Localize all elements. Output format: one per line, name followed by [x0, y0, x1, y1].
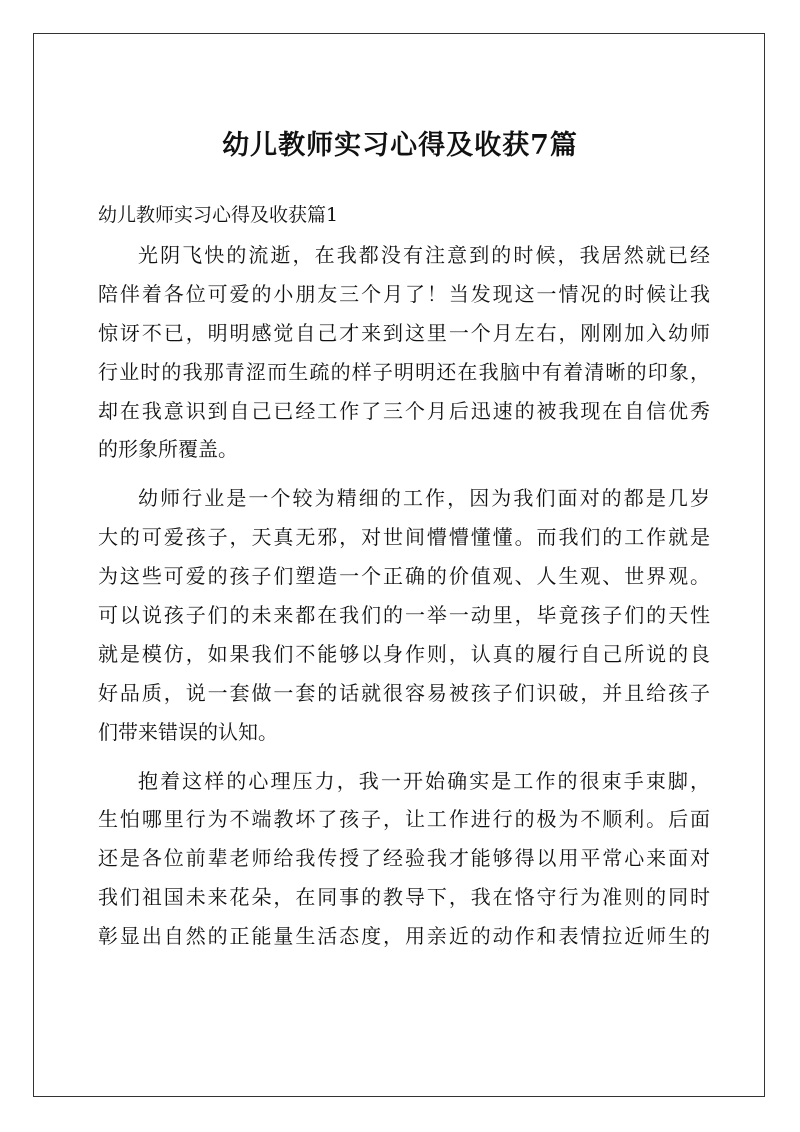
text-line: 抱着这样的心理压力，我一开始确实是工作的很束手束脚，	[138, 768, 710, 793]
text-line: 们带来错误的认知。	[98, 719, 278, 744]
text-line: 陪伴着各位可爱的小朋友三个月了！当发现这一情况的时候让我	[98, 281, 710, 306]
document-title: 幼儿教师实习心得及收获7篇	[222, 130, 578, 161]
document-body	[98, 236, 710, 966]
text-line: 还是各位前辈老师给我传授了经验我才能够得以用平常心来面对	[98, 846, 710, 871]
text-line: 幼师行业是一个较为精细的工作，因为我们面对的都是几岁	[138, 486, 710, 511]
text-line: 却在我意识到自己已经工作了三个月后迅速的被我现在自信优秀	[98, 398, 710, 423]
text-line: 生怕哪里行为不端教坏了孩子，让工作进行的极为不顺利。后面	[98, 807, 710, 832]
paragraph-3	[98, 762, 710, 956]
text-line: 好品质，说一套做一套的话就很容易被孩子们识破，并且给孩子	[98, 680, 710, 705]
text-line: 大的可爱孩子，天真无邪，对世间懵懵懂懂。而我们的工作就是	[98, 525, 710, 550]
text-line: 可以说孩子们的未来都在我们的一举一动里，毕竟孩子们的天性	[98, 603, 710, 628]
text-line: 惊讶不已，明明感觉自己才来到这里一个月左右，刚刚加入幼师	[98, 320, 710, 345]
text-line: 光阴飞快的流逝，在我都没有注意到的时候，我居然就已经	[138, 243, 710, 267]
text-line: 行业时的我那青涩而生疏的样子明明还在我脑中有着清晰的印象，	[98, 359, 710, 384]
text-line: 的形象所覆盖。	[98, 437, 238, 462]
paragraph-1	[98, 236, 710, 469]
text-line: 就是模仿，如果我们不能够以身作则，认真的履行自己所说的良	[98, 641, 710, 666]
section-heading: 幼儿教师实习心得及收获篇1	[98, 204, 339, 226]
paragraph-2	[98, 479, 710, 751]
text-line: 为这些可爱的孩子们塑造一个正确的价值观、人生观、世界观。	[98, 564, 710, 589]
text-line: 我们祖国未来花朵，在同事的教导下，我在恪守行为准则的同时	[98, 885, 710, 910]
text-line: 彰显出自然的正能量生活态度，用亲近的动作和表情拉近师生的	[98, 924, 710, 949]
